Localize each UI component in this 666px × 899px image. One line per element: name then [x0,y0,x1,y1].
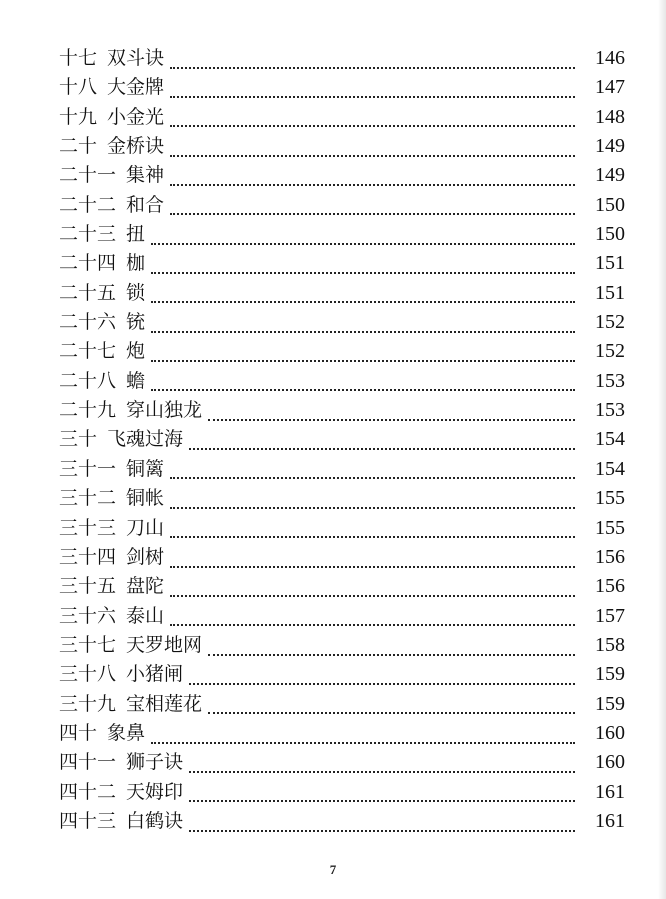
toc-entry-label [59,514,164,543]
toc-entry [59,690,625,719]
table-of-contents [59,44,625,836]
toc-entry-page: 156 [595,545,625,568]
toc-entry-title: 炮 [126,340,146,363]
toc-entry-label [59,425,183,454]
toc-entry-page: 152 [595,340,625,363]
toc-entry-label [59,690,202,719]
dot-leader [151,329,575,333]
dot-leader [170,153,575,157]
toc-entry [59,161,625,190]
toc-entry [59,807,625,836]
dot-leader [189,798,575,802]
dot-leader [170,182,575,186]
toc-entry-title: 枷 [126,252,146,275]
toc-entry [59,44,625,73]
toc-entry-number: 三十 [59,428,98,451]
dot-leader [151,387,575,391]
dot-leader [170,211,575,215]
toc-entry-label [59,748,183,777]
toc-entry-number: 三十三 [59,516,117,539]
toc-entry-label [59,807,183,836]
toc-entry-title: 狮子诀 [126,751,184,774]
toc-entry-number: 二十八 [59,369,117,392]
toc-entry [59,132,625,161]
toc-entry-title: 白鹤诀 [126,809,184,832]
toc-entry-page: 150 [595,223,625,246]
dot-leader [151,299,575,303]
dot-leader [170,593,575,597]
toc-entry-label [59,602,164,631]
toc-entry-title: 金桥诀 [107,135,165,158]
toc-entry-title: 宝相莲花 [126,692,203,715]
dot-leader [151,740,575,744]
dot-leader [151,358,575,362]
toc-entry-title: 剑树 [126,545,165,568]
toc-entry-label [59,572,164,601]
toc-entry-number: 四十二 [59,780,117,803]
toc-entry-title: 小猪闸 [126,663,184,686]
toc-entry-number: 十七 [59,47,98,69]
toc-entry-label [59,337,145,366]
toc-entry-label [59,220,145,249]
toc-entry [59,748,625,777]
toc-entry-page: 156 [595,575,625,598]
toc-entry-page: 161 [595,809,625,832]
toc-entry [59,396,625,425]
toc-entry-number: 四十一 [59,751,117,774]
toc-entry [59,249,625,278]
toc-entry-page: 149 [595,135,625,158]
toc-entry-number: 三十八 [59,663,117,686]
toc-entry-title: 双斗诀 [107,47,165,69]
toc-entry-title: 刀山 [126,516,165,539]
toc-entry-number: 二十四 [59,252,117,275]
page-edge-shadow [658,0,666,899]
toc-entry-page: 159 [595,692,625,715]
toc-entry-number: 三十二 [59,487,117,510]
dot-leader [170,534,575,538]
toc-entry [59,337,625,366]
toc-entry-title: 大金牌 [107,76,165,99]
toc-entry-label [59,103,164,132]
toc-entry [59,660,625,689]
dot-leader [189,828,575,832]
toc-entry-number: 三十九 [59,692,117,715]
toc-entry-page: 146 [595,47,625,69]
toc-entry-title: 扭 [126,223,146,246]
dot-leader [170,123,575,127]
toc-entry [59,103,625,132]
toc-entry-number: 二十一 [59,164,117,187]
toc-entry-number: 二十 [59,135,98,158]
toc-entry [59,602,625,631]
toc-entry-number: 三十六 [59,604,117,627]
toc-entry [59,191,625,220]
dot-leader [151,270,575,274]
toc-entry-number: 十八 [59,76,98,99]
toc-entry-title: 天姆印 [126,780,184,803]
toc-entry-page: 150 [595,193,625,216]
toc-entry-number: 二十五 [59,281,117,304]
toc-entry-label [59,132,164,161]
toc-entry-title: 蟾 [126,369,146,392]
toc-entry-label [59,719,145,748]
toc-entry-title: 铜帐 [126,487,165,510]
toc-entry-title: 小金光 [107,105,165,128]
toc-entry [59,514,625,543]
toc-entry-label [59,308,145,337]
dot-leader [208,652,575,656]
dot-leader [170,65,575,69]
toc-entry-page: 152 [595,311,625,334]
toc-entry-number: 四十三 [59,809,117,832]
toc-entry-label [59,455,164,484]
toc-entry-label [59,543,164,572]
toc-entry-page: 151 [595,252,625,275]
toc-entry-number: 二十二 [59,193,117,216]
toc-entry-label [59,631,202,660]
toc-entry-label [59,367,145,396]
dot-leader [170,475,575,479]
toc-entry-page: 149 [595,164,625,187]
toc-entry-number: 三十四 [59,545,117,568]
dot-leader [189,681,575,685]
toc-entry-page: 154 [595,457,625,480]
toc-entry-page: 160 [595,751,625,774]
toc-entry-title: 象鼻 [107,721,146,744]
toc-entry-title: 集神 [126,164,165,187]
toc-entry-label [59,249,145,278]
toc-entry-label [59,161,164,190]
toc-entry-title: 穿山独龙 [126,399,203,422]
toc-entry-page: 154 [595,428,625,451]
toc-entry-number: 二十七 [59,340,117,363]
toc-entry-title: 和合 [126,193,165,216]
toc-entry-label [59,44,164,73]
toc-entry-page: 147 [595,76,625,99]
toc-entry-page: 158 [595,633,625,656]
toc-entry-page: 151 [595,281,625,304]
toc-entry [59,367,625,396]
toc-entry-title: 盘陀 [126,575,165,598]
dot-leader [208,417,575,421]
page-number: 7 [329,862,337,877]
toc-entry [59,308,625,337]
toc-entry [59,73,625,102]
toc-entry [59,543,625,572]
toc-entry [59,279,625,308]
toc-entry-number: 二十九 [59,399,117,422]
toc-entry-number: 三十一 [59,457,117,480]
dot-leader [208,710,575,714]
toc-entry-label [59,396,202,425]
toc-entry-page: 160 [595,721,625,744]
dot-leader [189,769,575,773]
toc-entry-number: 二十三 [59,223,117,246]
toc-entry [59,719,625,748]
toc-entry-page: 155 [595,516,625,539]
toc-entry-number: 四十 [59,721,98,744]
toc-entry [59,455,625,484]
toc-entry-page: 161 [595,780,625,803]
toc-entry-title: 铳 [126,311,146,334]
dot-leader [170,94,575,98]
toc-entry-label [59,660,183,689]
toc-entry-title: 飞魂过海 [107,428,184,451]
toc-entry-label [59,778,183,807]
toc-entry [59,484,625,513]
toc-entry-page: 157 [595,604,625,627]
toc-entry-page: 153 [595,399,625,422]
toc-entry-number: 二十六 [59,311,117,334]
dot-leader [170,622,575,626]
toc-entry-page: 159 [595,663,625,686]
dot-leader [170,564,575,568]
toc-entry [59,220,625,249]
toc-entry-title: 天罗地网 [126,633,203,656]
toc-entry-number: 十九 [59,105,98,128]
toc-entry-label [59,191,164,220]
toc-entry-number: 三十七 [59,633,117,656]
toc-entry-title: 泰山 [126,604,165,627]
toc-entry [59,778,625,807]
toc-entry-number: 三十五 [59,575,117,598]
toc-entry-label [59,73,164,102]
toc-entry-page: 148 [595,105,625,128]
toc-entry [59,425,625,454]
toc-entry-title: 铜篱 [126,457,165,480]
toc-entry-title: 锁 [126,281,146,304]
toc-entry [59,572,625,601]
dot-leader [170,505,575,509]
toc-entry-label [59,279,145,308]
dot-leader [189,446,575,450]
toc-entry-page: 155 [595,487,625,510]
dot-leader [151,241,575,245]
toc-entry-page: 153 [595,369,625,392]
toc-entry [59,631,625,660]
toc-entry-label [59,484,164,513]
